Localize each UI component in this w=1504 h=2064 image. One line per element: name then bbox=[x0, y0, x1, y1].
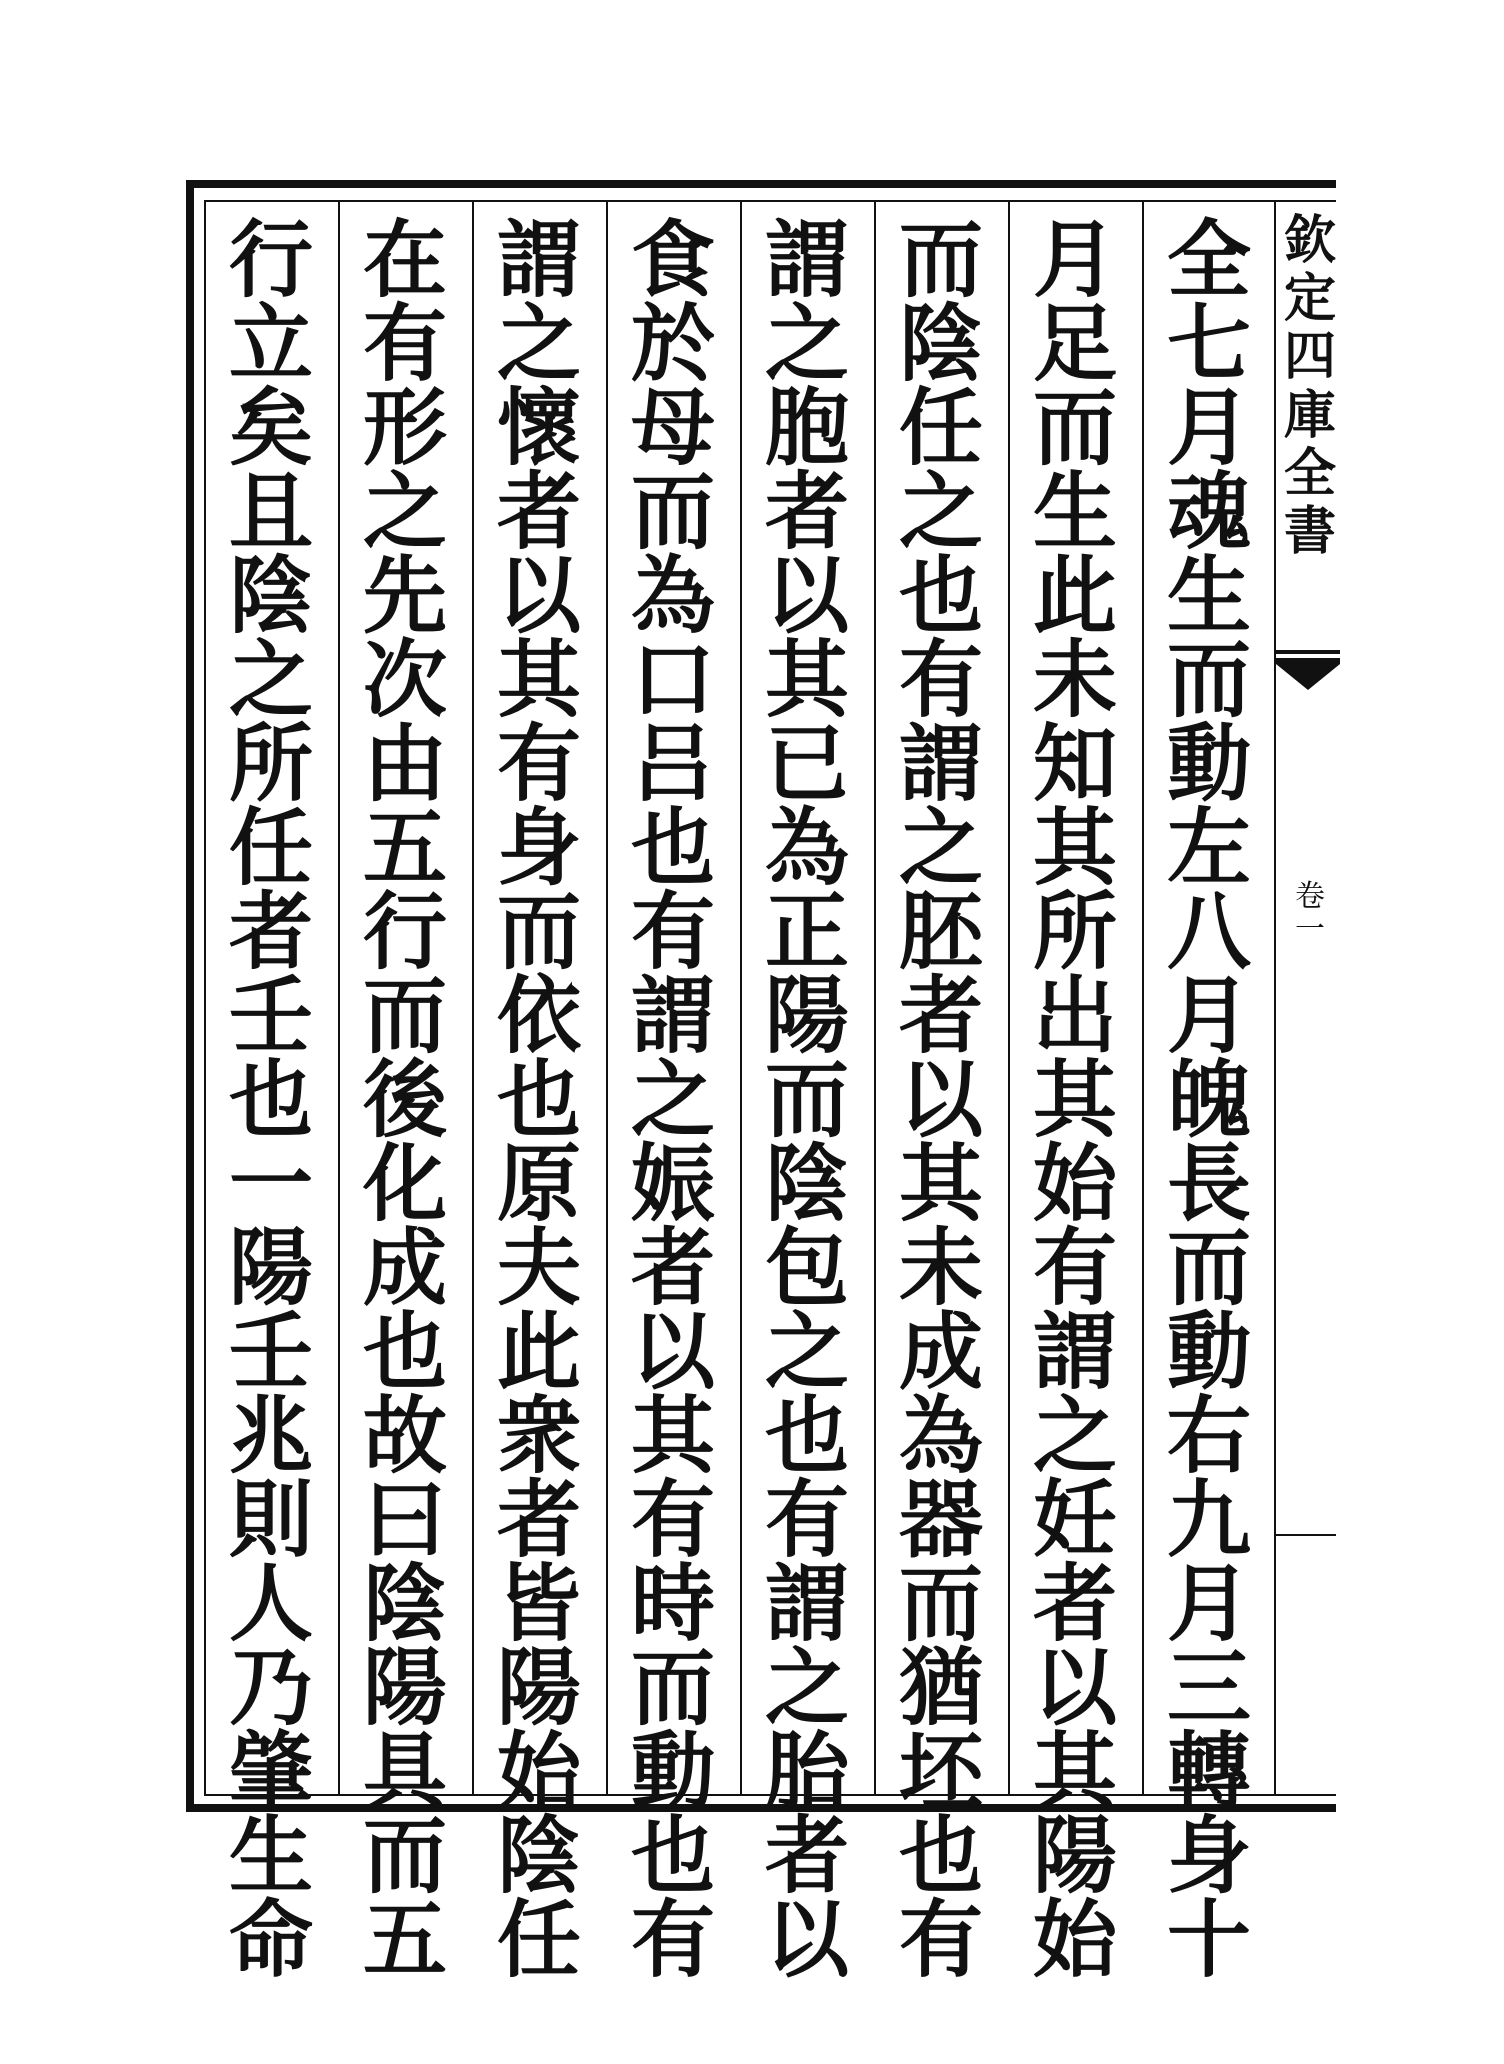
character: 任 bbox=[228, 798, 313, 897]
character: 者 bbox=[764, 1806, 849, 1905]
character: 娠 bbox=[630, 1134, 715, 1233]
character: 也 bbox=[764, 1386, 849, 1485]
margin-title bbox=[1280, 212, 1340, 561]
character: 故 bbox=[362, 1386, 447, 1485]
character: 為 bbox=[630, 546, 715, 645]
character: 也 bbox=[898, 1806, 983, 1905]
column-rule bbox=[1274, 202, 1276, 1794]
character: 兆 bbox=[228, 1386, 313, 1485]
character: 而 bbox=[362, 966, 447, 1065]
character: 所 bbox=[1032, 882, 1117, 981]
character: 之 bbox=[764, 294, 849, 393]
character: 以 bbox=[496, 546, 581, 645]
character: 之 bbox=[630, 1050, 715, 1149]
text-column bbox=[1020, 210, 1130, 1989]
character: 未 bbox=[1032, 630, 1117, 729]
character: 知 bbox=[1032, 714, 1117, 813]
character: 成 bbox=[362, 1218, 447, 1317]
character: 而 bbox=[898, 210, 983, 309]
margin-character: 書 bbox=[1283, 501, 1336, 563]
margin-rule bbox=[1276, 1534, 1336, 1536]
character: 時 bbox=[630, 1554, 715, 1653]
character: 次 bbox=[362, 630, 447, 729]
character: 月 bbox=[1032, 210, 1117, 309]
character: 也 bbox=[362, 1302, 447, 1401]
character: 陰 bbox=[228, 546, 313, 645]
margin-character: 定 bbox=[1283, 268, 1336, 330]
column-rule bbox=[472, 202, 474, 1794]
character: 此 bbox=[496, 1302, 581, 1401]
character: 陰 bbox=[764, 1134, 849, 1233]
character: 以 bbox=[630, 1302, 715, 1401]
character: 始 bbox=[496, 1722, 581, 1821]
character: 魄 bbox=[1166, 1050, 1251, 1149]
character: 生 bbox=[228, 1806, 313, 1905]
character: 所 bbox=[228, 714, 313, 813]
character: 依 bbox=[496, 966, 581, 1065]
character: 以 bbox=[764, 546, 849, 645]
character: 而 bbox=[1166, 1218, 1251, 1317]
character: 母 bbox=[630, 378, 715, 477]
character: 胚 bbox=[898, 882, 983, 981]
character: 謂 bbox=[1032, 1302, 1117, 1401]
character: 其 bbox=[1032, 1722, 1117, 1821]
character: 左 bbox=[1166, 798, 1251, 897]
character: 足 bbox=[1032, 294, 1117, 393]
character: 有 bbox=[630, 1890, 715, 1989]
character: 包 bbox=[764, 1218, 849, 1317]
text-column bbox=[752, 210, 862, 1989]
character: 矣 bbox=[228, 378, 313, 477]
character: 陰 bbox=[898, 294, 983, 393]
character: 之 bbox=[898, 462, 983, 561]
character: 謂 bbox=[496, 210, 581, 309]
character: 者 bbox=[1032, 1554, 1117, 1653]
character: 壬 bbox=[228, 1302, 313, 1401]
character: 由 bbox=[362, 714, 447, 813]
text-column bbox=[618, 210, 728, 1989]
character: 具 bbox=[362, 1722, 447, 1821]
column-rule bbox=[606, 202, 608, 1794]
character: 有 bbox=[898, 1890, 983, 1989]
column-rule bbox=[1142, 202, 1144, 1794]
character: 其 bbox=[496, 630, 581, 729]
character: 有 bbox=[1032, 1218, 1117, 1317]
character: 陽 bbox=[228, 1218, 313, 1317]
column-rule bbox=[874, 202, 876, 1794]
character: 命 bbox=[228, 1890, 313, 1989]
character: 懷 bbox=[496, 378, 581, 477]
character: 立 bbox=[228, 294, 313, 393]
character: 吕 bbox=[630, 714, 715, 813]
character: 其 bbox=[898, 1134, 983, 1233]
character: 謂 bbox=[764, 210, 849, 309]
character: 則 bbox=[228, 1470, 313, 1569]
character: 之 bbox=[362, 462, 447, 561]
character: 一 bbox=[228, 1134, 313, 1233]
character: 身 bbox=[1166, 1806, 1251, 1905]
character: 三 bbox=[1166, 1638, 1251, 1737]
character: 且 bbox=[228, 462, 313, 561]
character: 之 bbox=[764, 1302, 849, 1401]
character: 曰 bbox=[362, 1470, 447, 1569]
character: 右 bbox=[1166, 1386, 1251, 1485]
character: 五 bbox=[362, 798, 447, 897]
column-rule bbox=[1008, 202, 1010, 1794]
margin-character: 四 bbox=[1283, 326, 1336, 388]
character: 有 bbox=[496, 714, 581, 813]
character: 生 bbox=[1032, 462, 1117, 561]
margin-character: 卷 bbox=[1295, 879, 1325, 914]
character: 陰 bbox=[496, 1806, 581, 1905]
character: 始 bbox=[1032, 1890, 1117, 1989]
text-column bbox=[1154, 210, 1264, 1989]
character: 而 bbox=[1032, 378, 1117, 477]
character: 任 bbox=[898, 378, 983, 477]
character: 者 bbox=[630, 1218, 715, 1317]
character: 為 bbox=[764, 798, 849, 897]
character: 也 bbox=[898, 546, 983, 645]
character: 而 bbox=[898, 1554, 983, 1653]
juan-label bbox=[1290, 880, 1330, 946]
margin-character: 庫 bbox=[1283, 384, 1336, 446]
character: 有 bbox=[898, 630, 983, 729]
character: 動 bbox=[1166, 1302, 1251, 1401]
character: 化 bbox=[362, 1134, 447, 1233]
character: 猶 bbox=[898, 1638, 983, 1737]
margin-character: 全 bbox=[1283, 442, 1336, 504]
character: 衆 bbox=[496, 1386, 581, 1485]
character: 陽 bbox=[764, 966, 849, 1065]
character: 陽 bbox=[362, 1638, 447, 1737]
character: 器 bbox=[898, 1470, 983, 1569]
character: 生 bbox=[1166, 546, 1251, 645]
character: 之 bbox=[764, 1638, 849, 1737]
character: 之 bbox=[898, 798, 983, 897]
character: 正 bbox=[764, 882, 849, 981]
character: 七 bbox=[1166, 294, 1251, 393]
character: 妊 bbox=[1032, 1470, 1117, 1569]
character: 此 bbox=[1032, 546, 1117, 645]
character: 之 bbox=[228, 630, 313, 729]
margin-top-rule bbox=[1276, 180, 1336, 188]
character: 坯 bbox=[898, 1722, 983, 1821]
character: 乃 bbox=[228, 1638, 313, 1737]
character: 成 bbox=[898, 1302, 983, 1401]
character: 有 bbox=[362, 294, 447, 393]
character: 十 bbox=[1166, 1890, 1251, 1989]
character: 其 bbox=[630, 1386, 715, 1485]
character: 始 bbox=[1032, 1134, 1117, 1233]
character: 也 bbox=[496, 1050, 581, 1149]
character: 在 bbox=[362, 210, 447, 309]
character: 而 bbox=[496, 882, 581, 981]
margin-character: 一 bbox=[1295, 912, 1325, 947]
character: 者 bbox=[898, 966, 983, 1065]
character: 長 bbox=[1166, 1134, 1251, 1233]
column-rule bbox=[740, 202, 742, 1794]
character: 胞 bbox=[764, 378, 849, 477]
character: 皆 bbox=[496, 1554, 581, 1653]
character: 夫 bbox=[496, 1218, 581, 1317]
character: 而 bbox=[630, 1638, 715, 1737]
character: 壬 bbox=[228, 966, 313, 1065]
character: 而 bbox=[764, 1050, 849, 1149]
character: 者 bbox=[496, 1470, 581, 1569]
character: 以 bbox=[898, 1050, 983, 1149]
character: 轉 bbox=[1166, 1722, 1251, 1821]
character: 月 bbox=[1166, 1554, 1251, 1653]
column-rule bbox=[338, 202, 340, 1794]
character: 以 bbox=[1032, 1638, 1117, 1737]
character: 而 bbox=[630, 462, 715, 561]
character: 者 bbox=[764, 462, 849, 561]
character: 胎 bbox=[764, 1722, 849, 1821]
character: 身 bbox=[496, 798, 581, 897]
character: 行 bbox=[362, 882, 447, 981]
character: 全 bbox=[1166, 210, 1251, 309]
character: 動 bbox=[630, 1722, 715, 1821]
character: 月 bbox=[1166, 966, 1251, 1065]
character: 者 bbox=[228, 882, 313, 981]
character: 其 bbox=[764, 630, 849, 729]
character: 有 bbox=[630, 1470, 715, 1569]
character: 陰 bbox=[362, 1554, 447, 1653]
character: 謂 bbox=[764, 1554, 849, 1653]
fish-tail-mark bbox=[1276, 650, 1340, 694]
character: 先 bbox=[362, 546, 447, 645]
character: 者 bbox=[496, 462, 581, 561]
margin-character: 欽 bbox=[1283, 210, 1336, 271]
character: 以 bbox=[764, 1890, 849, 1989]
character: 之 bbox=[496, 294, 581, 393]
character: 之 bbox=[1032, 1386, 1117, 1485]
text-column bbox=[350, 210, 460, 1989]
character: 而 bbox=[1166, 630, 1251, 729]
character: 魂 bbox=[1166, 462, 1251, 561]
character: 陽 bbox=[1032, 1806, 1117, 1905]
character: 動 bbox=[1166, 714, 1251, 813]
character: 已 bbox=[764, 714, 849, 813]
character: 行 bbox=[228, 210, 313, 309]
character: 也 bbox=[630, 798, 715, 897]
character: 而 bbox=[362, 1806, 447, 1905]
character: 於 bbox=[630, 294, 715, 393]
character: 月 bbox=[1166, 378, 1251, 477]
character: 後 bbox=[362, 1050, 447, 1149]
character: 也 bbox=[630, 1806, 715, 1905]
character: 有 bbox=[764, 1470, 849, 1569]
character: 謂 bbox=[630, 966, 715, 1065]
character: 任 bbox=[496, 1890, 581, 1989]
character: 原 bbox=[496, 1134, 581, 1233]
character: 九 bbox=[1166, 1470, 1251, 1569]
character: 也 bbox=[228, 1050, 313, 1149]
character: 未 bbox=[898, 1218, 983, 1317]
character: 五 bbox=[362, 1890, 447, 1989]
text-column bbox=[216, 210, 326, 1989]
text-column bbox=[886, 210, 996, 1989]
character: 其 bbox=[1032, 1050, 1117, 1149]
character: 其 bbox=[1032, 798, 1117, 897]
character: 人 bbox=[228, 1554, 313, 1653]
character: 出 bbox=[1032, 966, 1117, 1065]
character: 八 bbox=[1166, 882, 1251, 981]
character: 口 bbox=[630, 630, 715, 729]
character: 食 bbox=[630, 210, 715, 309]
character: 為 bbox=[898, 1386, 983, 1485]
character: 謂 bbox=[898, 714, 983, 813]
character: 有 bbox=[630, 882, 715, 981]
character: 陽 bbox=[496, 1638, 581, 1737]
character: 肇 bbox=[228, 1722, 313, 1821]
text-column bbox=[484, 210, 594, 1989]
character: 形 bbox=[362, 378, 447, 477]
